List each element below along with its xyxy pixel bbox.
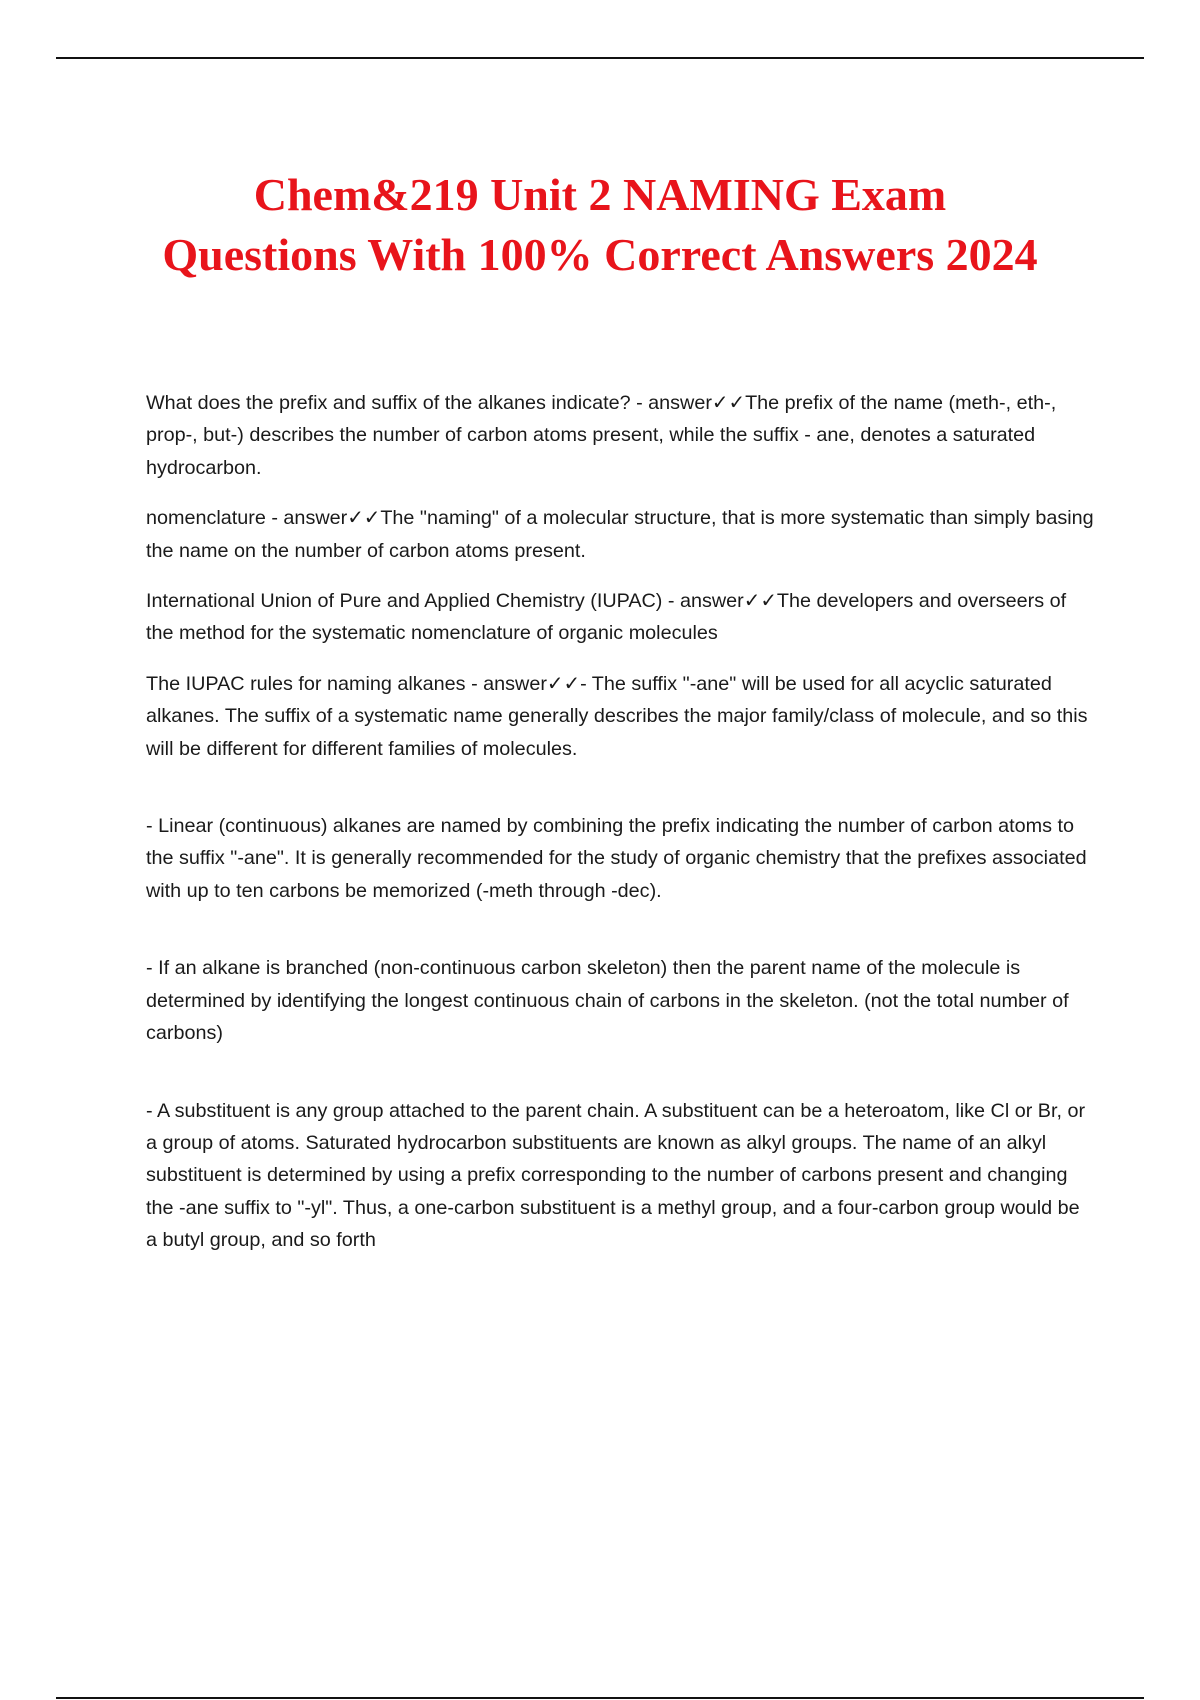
- qa-paragraph-nomenclature: nomenclature - answer✓✓The "naming" of a molecular structure, that is more systematic than simply basing the name on the number of carbon atoms present.: [146, 507, 1094, 562]
- header-rule: [56, 57, 1144, 59]
- rule-paragraph-substituent: - A substituent is any group attached to the parent chain. A substituent can be a heteroatom, like Cl or Br, or a group of atoms. Saturated hydrocarbon substituents are known as alkyl groups. The name of an alkyl substituent is determined by using a prefix corresponding to the number of carbons present and changing the -ane suffix to "-yl". Thus, a one-carbon substituent is a methyl group, and a four-carbon group would be a butyl group, and so forth: [146, 1099, 1086, 1252]
- title-line-1: Chem&219 Unit 2 NAMING Exam: [253, 169, 947, 220]
- rule-paragraph-linear: - Linear (continuous) alkanes are named by combining the prefix indicating the number of carbon atoms to the suffix "-ane". It is generally recommended for the study of organic chemistry that the prefixes associated with up to ten carbons be memorized (-meth through -dec).: [146, 815, 1087, 902]
- qa-paragraph-prefix-suffix: What does the prefix and suffix of the alkanes indicate? - answer✓✓The prefix of the name (meth-, eth-, prop-, but-) describes the number of carbon atoms present, while the suffix - ane, denotes a saturated hydrocarbon.: [146, 392, 1057, 479]
- document-body: [146, 387, 1096, 1275]
- qa-paragraph-iupac-rules: The IUPAC rules for naming alkanes - answer✓✓- The suffix "-ane" will be used for all acyclic saturated alkanes. The suffix of a systematic name generally describes the major family/class of molecule, and so this will be different for different families of molecules.: [146, 672, 1088, 760]
- title-line-2: Questions With 100% Correct Answers 2024: [162, 229, 1038, 280]
- rule-paragraph-branched: - If an alkane is branched (non-continuous carbon skeleton) then the parent name of the molecule is determined by identifying the longest continuous chain of carbons in the skeleton. (not the total number of carbons): [146, 957, 1069, 1045]
- footer-rule: [56, 1697, 1144, 1699]
- document-title: [60, 165, 1140, 285]
- qa-paragraph-iupac: International Union of Pure and Applied Chemistry (IUPAC) - answer✓✓The developers and overseers of the method for the systematic nomenclature of organic molecules: [146, 590, 1067, 645]
